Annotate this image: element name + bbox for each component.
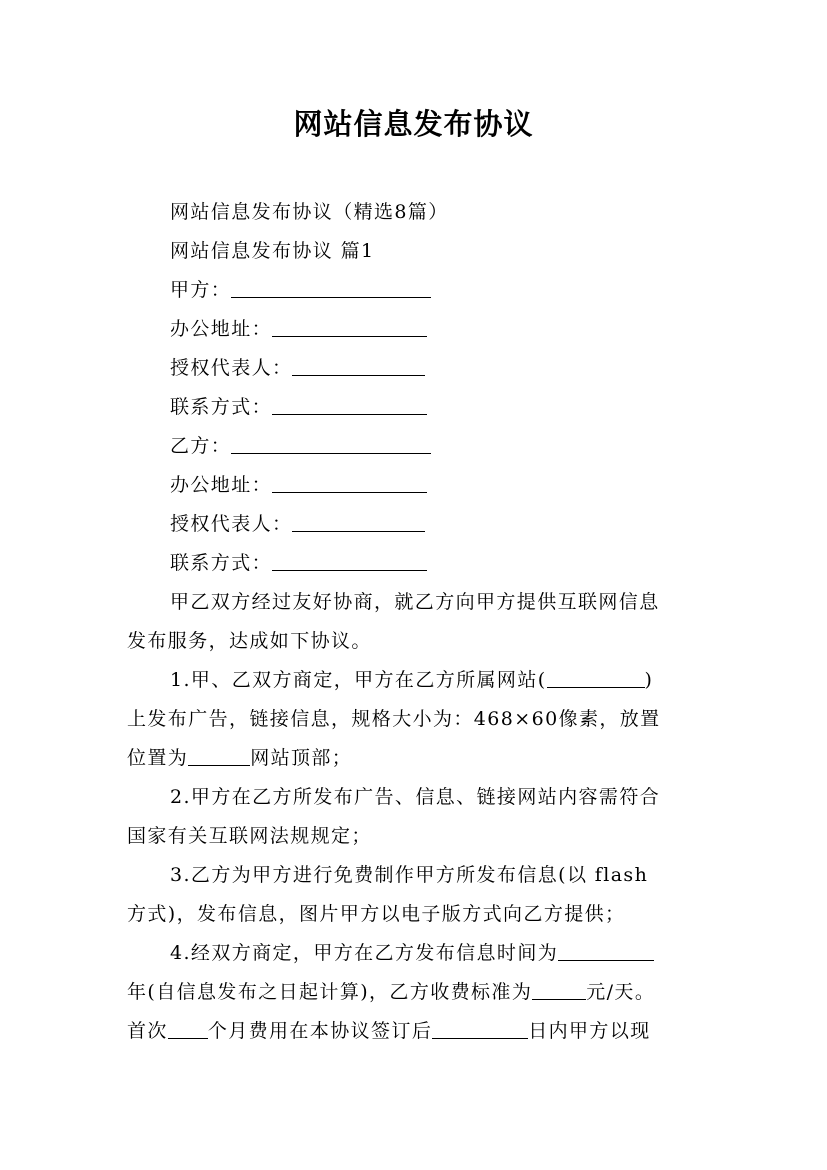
party-a-address-label: 办公地址： <box>170 318 273 340</box>
clause-4-text-b: 年(自信息发布之日起计算)，乙方收费标准为 <box>127 981 533 1003</box>
clause-4-line-2 <box>127 979 717 1005</box>
intro-paragraph-line-2: 发布服务，达成如下协议。 <box>127 630 372 652</box>
clause-1-text-a: 1.甲、乙双方商定，甲方在乙方所属网站( <box>170 669 547 691</box>
party-a-contact-row <box>170 394 760 420</box>
party-a-representative-blank <box>292 357 425 376</box>
party-b-representative-row <box>170 511 760 537</box>
clause-4-text-e: 个月费用在本协议签订后 <box>207 1020 433 1042</box>
clause-3-line-1: 3.乙方为甲方进行免费制作甲方所发布信息(以 flash <box>170 864 649 886</box>
clause-1-position-label: 位置为 <box>127 747 189 769</box>
clause-1-text-b: ) <box>644 669 654 691</box>
document-title: 网站信息发布协议 <box>293 107 534 141</box>
party-b-address-label: 办公地址： <box>170 474 273 496</box>
days-blank <box>432 1020 528 1039</box>
party-b-contact-blank <box>272 552 427 571</box>
clause-4-line-3 <box>127 1018 717 1044</box>
party-a-contact-label: 联系方式： <box>170 396 273 418</box>
clause-1-position-text: 网站顶部； <box>250 747 353 769</box>
months-blank <box>168 1020 208 1039</box>
party-a-representative-row <box>170 355 760 381</box>
fee-blank <box>532 981 586 1000</box>
intro-paragraph-line-1: 甲乙双方经过友好协商，就乙方向甲方提供互联网信息 <box>170 591 660 613</box>
party-a-name-row <box>170 277 760 303</box>
clause-4-text-f: 日内甲方以现 <box>528 1020 651 1042</box>
party-a-name-blank <box>231 279 431 298</box>
party-b-contact-row <box>170 550 760 576</box>
collection-heading: 网站信息发布协议（精选8篇） <box>170 201 449 223</box>
party-a-representative-label: 授权代表人： <box>170 357 293 379</box>
party-b-name-row <box>170 433 760 459</box>
duration-blank <box>558 942 654 961</box>
party-b-representative-blank <box>292 513 425 532</box>
clause-1-line-2: 上发布广告，链接信息，规格大小为：468×60像素，放置 <box>127 708 661 730</box>
clause-4-line-1 <box>170 940 760 966</box>
clause-2-line-2: 国家有关互联网法规规定； <box>127 825 372 847</box>
clause-4-text-c: 元/天。 <box>586 981 656 1003</box>
clause-1-line-1 <box>170 667 760 693</box>
clause-4-text-d: 首次 <box>127 1020 168 1042</box>
party-b-address-blank <box>272 474 427 493</box>
party-b-contact-label: 联系方式： <box>170 552 273 574</box>
clause-2-line-1: 2.甲方在乙方所发布广告、信息、链接网站内容需符合 <box>170 786 661 808</box>
party-a-contact-blank <box>272 396 427 415</box>
party-b-name-blank <box>231 435 431 454</box>
part-heading: 网站信息发布协议 篇1 <box>170 240 375 262</box>
website-blank <box>547 669 645 688</box>
party-b-name-label: 乙方： <box>170 435 232 457</box>
party-a-address-blank <box>272 318 427 337</box>
clause-1-line-3 <box>127 745 717 771</box>
clause-3-line-2: 方式)，发布信息，图片甲方以电子版方式向乙方提供； <box>127 903 626 925</box>
party-a-address-row <box>170 316 760 342</box>
party-a-name-label: 甲方： <box>170 279 232 301</box>
clause-4-text-a: 4.经双方商定，甲方在乙方发布信息时间为 <box>170 942 559 964</box>
party-b-address-row <box>170 472 760 498</box>
party-b-representative-label: 授权代表人： <box>170 513 293 535</box>
position-blank <box>188 747 250 766</box>
